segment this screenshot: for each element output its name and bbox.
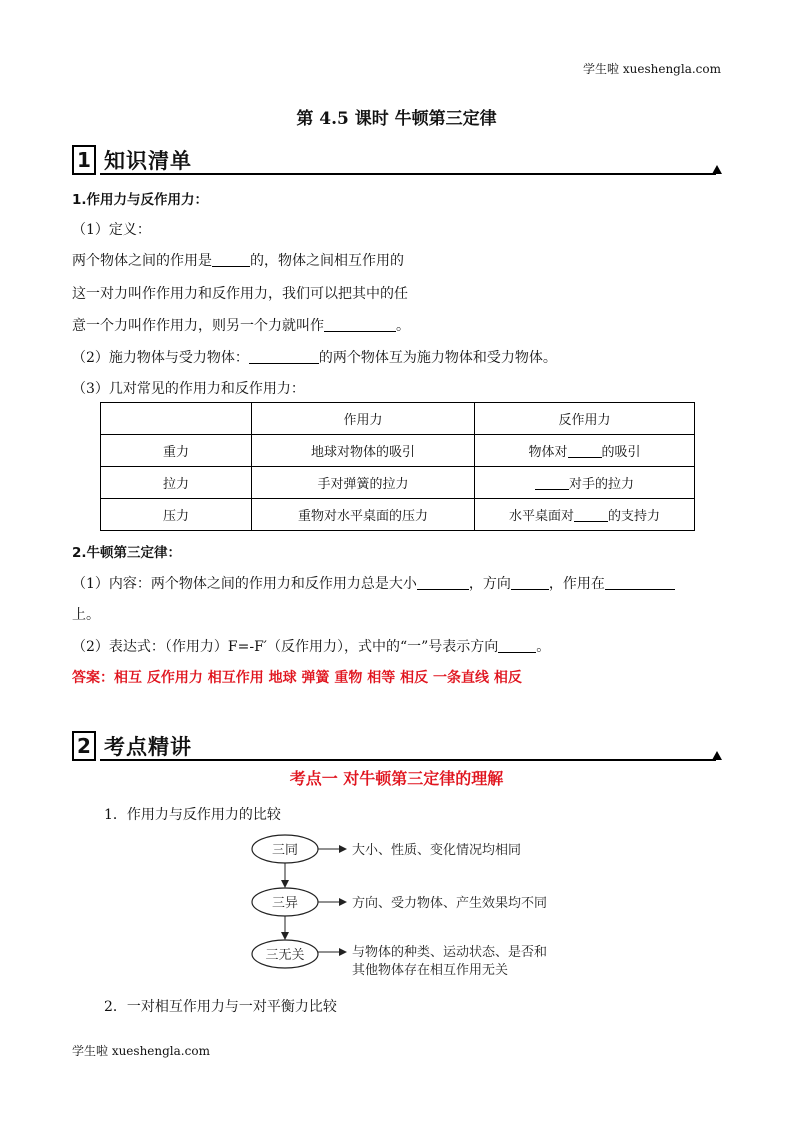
fill-blank <box>511 575 549 590</box>
text-fragment: 的支持力 <box>608 509 661 524</box>
table-cell: 重力 <box>101 435 252 467</box>
triangle-icon <box>712 165 722 174</box>
text-fragment: （1）内容：两个物体之间的作用力和反作用力总是大小 <box>72 576 417 592</box>
table-row <box>101 467 695 499</box>
section-number-2: 2 <box>72 731 96 761</box>
table-cell <box>475 467 695 499</box>
text-fragment: （2）表达式：（作用力）F=-F′（反作用力），式中的“一”号表示方向 <box>72 639 499 655</box>
diagram-desc-4: 其他物体存在相互作用无关 <box>352 963 509 978</box>
footer-site-label: 学生啦 xueshengla.com <box>72 1044 210 1058</box>
table-header-cell: 反作用力 <box>475 403 695 435</box>
page-title: 第 4.5 课时 牛顿第三定律 <box>296 109 497 129</box>
diagram-desc-3: 与物体的种类、运动状态、是否和 <box>352 945 548 960</box>
table-cell <box>475 499 695 531</box>
common-pairs-label: （3）几对常见的作用力和反作用力： <box>72 381 305 397</box>
diagram-node-label-2: 三异 <box>271 896 299 911</box>
fill-blank <box>212 252 250 267</box>
text-fragment: 意一个力叫作作用力，则另一个力就叫作 <box>72 318 324 334</box>
table-header-cell <box>101 403 252 435</box>
heading-action-reaction: 1.作用力与反作用力： <box>72 192 209 208</box>
section-header-2 <box>72 731 722 761</box>
text-fragment: 两个物体之间的作用是 <box>72 253 212 269</box>
section-number-1: 1 <box>72 145 96 175</box>
definition-label: （1）定义： <box>72 222 151 238</box>
fill-blank <box>249 349 319 364</box>
text-fragment: 的，物体之间相互作用的 <box>250 253 404 269</box>
diagram-desc-2: 方向、受力物体、产生效果均不同 <box>352 896 548 911</box>
diagram-node-label-1: 三同 <box>271 843 299 858</box>
section-title-1: 知识清单 <box>104 149 192 173</box>
force-pairs-table <box>100 402 695 531</box>
agent-receiver-line <box>72 347 557 367</box>
table-cell <box>475 435 695 467</box>
fill-blank <box>417 575 469 590</box>
heading-newton-third-law: 2.牛顿第三定律： <box>72 545 182 561</box>
fill-blank <box>498 638 536 653</box>
table-cell: 重物对水平桌面的压力 <box>252 499 475 531</box>
table-cell: 手对弹簧的拉力 <box>252 467 475 499</box>
topic-subtitle: 考点一 对牛顿第三定律的理解 <box>289 769 504 788</box>
content-line-end: 上。 <box>72 607 100 623</box>
table-cell: 地球对物体的吸引 <box>252 435 475 467</box>
definition-line-1 <box>72 250 404 270</box>
comparison-label: 1．作用力与反作用力的比较 <box>104 807 281 823</box>
content-line <box>72 573 675 593</box>
expression-line <box>72 636 550 656</box>
text-fragment: 水平桌面对 <box>508 509 574 524</box>
fill-blank <box>574 507 608 522</box>
text-fragment: 物体对 <box>528 445 568 460</box>
text-fragment: 对手的拉力 <box>568 477 634 492</box>
header-site-label: 学生啦 xueshengla.com <box>583 62 721 76</box>
comparison-diagram <box>240 832 580 982</box>
table-cell: 拉力 <box>101 467 252 499</box>
fill-blank <box>535 475 569 490</box>
answer-line: 答案：相互 反作用力 相互作用 地球 弹簧 重物 相等 相反 一条直线 相反 <box>72 670 522 686</box>
definition-line-3 <box>72 315 410 335</box>
text-fragment: 。 <box>536 639 551 655</box>
section-title-2: 考点精讲 <box>104 735 192 759</box>
section-header-1 <box>72 145 722 175</box>
text-fragment: ，方向 <box>468 576 511 592</box>
fill-blank <box>568 443 602 458</box>
table-cell: 压力 <box>101 499 252 531</box>
text-fragment: ，作用在 <box>548 576 605 592</box>
section-rule-1 <box>100 173 716 175</box>
comparison-label-2: 2．一对相互作用力与一对平衡力比较 <box>104 999 337 1015</box>
text-fragment: 的两个物体互为施力物体和受力物体。 <box>318 350 557 366</box>
diagram-node-label-3: 三无关 <box>265 948 305 963</box>
table-header-row <box>101 403 695 435</box>
table-row <box>101 499 695 531</box>
text-fragment: （2）施力物体与受力物体： <box>72 350 249 366</box>
table-header-cell: 作用力 <box>252 403 475 435</box>
text-fragment: 。 <box>396 318 410 334</box>
fill-blank <box>324 317 396 332</box>
text-fragment: 的吸引 <box>601 445 641 460</box>
triangle-icon <box>712 751 722 760</box>
section-rule-2 <box>100 759 716 761</box>
diagram-desc-1: 大小、性质、变化情况均相同 <box>352 843 522 858</box>
fill-blank <box>605 575 675 590</box>
definition-line-2: 这一对力叫作作用力和反作用力，我们可以把其中的任 <box>72 286 408 302</box>
table-row <box>101 435 695 467</box>
